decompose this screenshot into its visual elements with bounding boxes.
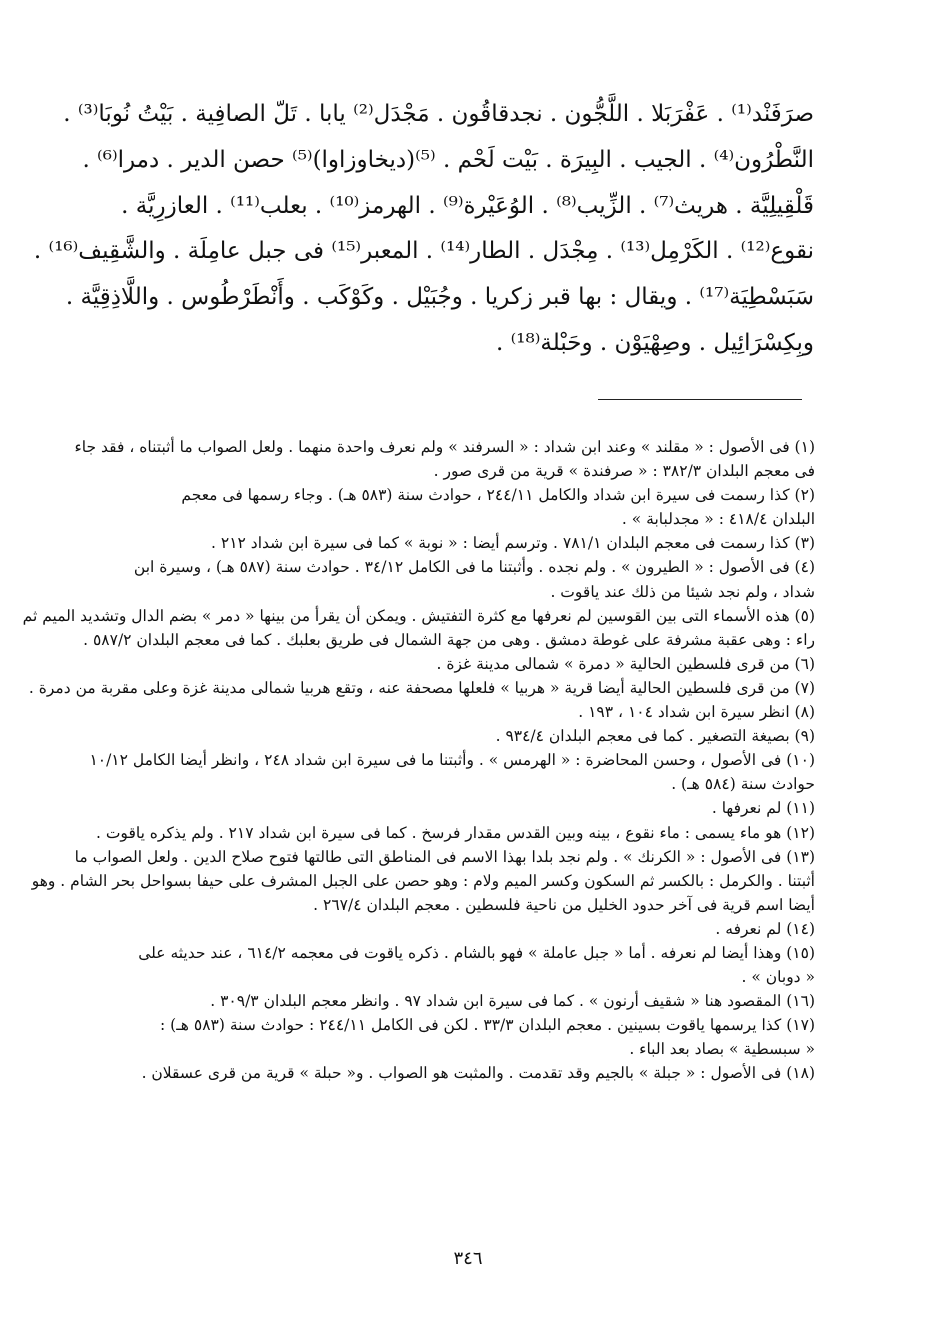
footnote-line: « سبسطية » بصاد بعد الباء . [629, 1040, 815, 1059]
footnote-line: (٢) كذا رسمت فى سيرة ابن شداد والكامل ٢٤٤/١١ ، حوادث سنة (٥٨٣ هـ) . وجاء رسمها فى معجم [181, 486, 815, 505]
footnote-line: (٦) من قرى فلسطين الحالية « دمرة » شمالى مدينة غزة . [436, 654, 815, 673]
footnote-line: (٤) فى الأصول : « الطيرون » . ولم نجده . وأثبتنا ما فى الكامل ٣٤/١٢ . حوادث سنة (٥٨٧ هـ) ، وسيرة ابن [133, 558, 815, 577]
footnote-line: (٧) من قرى فلسطين الحالية أيضا قرية « هربيا » فلعلها مصحفة عنه ، وتقع هربيا شمالى مدينة غزة وعلى مقربة من دمرة . [28, 678, 815, 697]
footnote-line: « دوبان » . [741, 968, 815, 987]
footnote-line: (٩) بصيغة التصغير . كما فى معجم البلدان ٩٣٤/٤ . [495, 727, 815, 746]
footnote-line: (٨) انظر سيرة ابن شداد ١٠٤ ، ١٩٣ . [578, 703, 815, 722]
footnote-line: (١٢) هو ماء يسمى : ماء نقوع ، بينه وبين القدس مقدار فرسخ . كما فى سيرة ابن شداد ٢١٧ . ولم يذكره ياقوت . [95, 823, 815, 842]
footnote-line: (١٤) لم نعرفه . [715, 919, 815, 938]
main-text-line: صرَفَنْد⁽¹⁾ . عَفْرَبَلا . اللَّجُّون . نجدقاقُون . مَجْدَل⁽²⁾ يابا . تَلّ الصافِية . بَيْتُ نُوبَا⁽³⁾ . [63, 101, 814, 127]
footnote-line: (١٦) المقصود هنا « شقيف أرنون » . كما فى سيرة ابن شداد ٩٧ . وانظر معجم البلدان ٣٠٩/٣ . [210, 992, 815, 1011]
footnote-line: حوادث سنة (٥٨٤ هـ) . [671, 775, 815, 794]
footnote-line: (١٣) فى الأصول : « الكرنك » . ولم نجد بلدا بهذا الاسم فى المناطق التى طالتها فتوح صلاح الدين . ولعل الصواب ما [74, 847, 815, 866]
footnote-line: (١٥) وهذا أيضا لم نعرفه . أما « جبل عاملة » فهو بالشام . ذكره ياقوت فى معجمه ٦١٤/٢ ، عند حديثه على [138, 943, 815, 962]
footnote-line: أثبتنا . والكرمل : بالكسر ثم السكون وكسر الميم ولام : وهو حصن على الجبل المشرف على حيفا بسواحل بحر الشام . وهو [31, 871, 815, 890]
footnote-line: (١٠) فى الأصول ، وحسن المحاضرة : « الهرمس » . وأثبتنا ما فى سيرة ابن شداد ٢٤٨ ، وانظر أيضا الكامل ١٠/١٢ [89, 751, 815, 770]
footnote-line: راء : وهى عقبة مشرفة على غوطة دمشق . وهى من جهة الشمال فى طريق بعلبك . كما فى معجم البلدان ٥٨٧/٢ . [83, 630, 815, 649]
footnote-line: (١١) لم نعرفها . [711, 799, 815, 818]
main-text-line: نقوع⁽¹²⁾ . الكَرْمِل⁽¹³⁾ . مِجْدَل . الطار⁽¹⁴⁾ . المعبر⁽¹⁵⁾ فى جبل عامِلَة . والشَّقِيف⁽¹⁶⁾ . [33, 238, 814, 265]
footnote-line: شداد ، ولم نجد شيئا من ذلك عند ياقوت . [550, 582, 815, 601]
page-number: ٣٤٦ [453, 1248, 483, 1269]
footnote-line: (١٧) كذا يرسمها ياقوت بسينين . معجم البلدان ٣٣/٣ . لكن فى الكامل ٢٤٤/١١ : حوادث سنة (٥٨٣ هـ) : [160, 1016, 815, 1035]
footnotes-block [22, 435, 815, 1086]
footnote-line: (١) فى الأصول : « مقلند » وعند ابن شداد : « السرفند » ولم نعرف واحدة منهما . ولعل الصواب ما أثبتناه ، فقد جاء [74, 438, 815, 456]
main-text-line: النَّطْرُون⁽⁴⁾ . الجيب . البِيرَة . بَيْت لَحْم . ⁽⁵⁾(ديخاوزاوا)⁽⁵⁾ حصن الدير . دمرا⁽⁶⁾ . [82, 146, 814, 173]
main-text-line: وبِكِسْرَائِيل . وصِهْيَوْن . وحَبْلة⁽¹⁸⁾ . [496, 329, 814, 356]
main-text-line: سَبَسْطِيَة⁽¹⁷⁾ . ويقال : بها قبر زكريا . وجُبَيْل . وكَوْكَب . وأَنْطَرْطُوس . واللَّاذِقِيَّة . [65, 284, 814, 311]
footnote-line: فى معجم البلدان ٣٨٢/٣ : « صرفندة » قرية من قرى صور . [433, 462, 815, 481]
footnote-line: (١٨) فى الأصول : « جبلة » بالجيم وقد تقدمت . والمثبت هو الصواب . و« حبلة » قرية من قرى عسقلان . [141, 1064, 815, 1083]
main-text-line: قَلْقِيلِيَّة . هريث⁽⁷⁾ . الزِّيب⁽⁸⁾ . الوُعَيْرة⁽⁹⁾ . الهرمز⁽¹⁰⁾ . بعلب⁽¹¹⁾ . العازرِيَّة . [121, 192, 814, 219]
footnote-line: (٥) هذه الأسماء التى بين القوسين لم نعرفها مع كثرة التفتيش . ويمكن أن يقرأ من بينها « دمر » بضم الدال وتشديد الميم ثم [22, 606, 815, 625]
footnote-line: البلدان ٤١٨/٤ : « مجدلبابة » . [621, 510, 815, 529]
footnote-separator [598, 399, 802, 400]
footnote-line: أيضا اسم قرية فى آخر حدود الخليل من ناحية فلسطين . معجم البلدان ٢٦٧/٤ . [313, 895, 815, 914]
footnote-line: (٣) كذا رسمت فى معجم البلدان ٧٨١/١ . وترسم أيضا : « نوبة » كما فى سيرة ابن شداد ٢١٢ . [211, 534, 815, 553]
main-text-block [33, 92, 814, 367]
